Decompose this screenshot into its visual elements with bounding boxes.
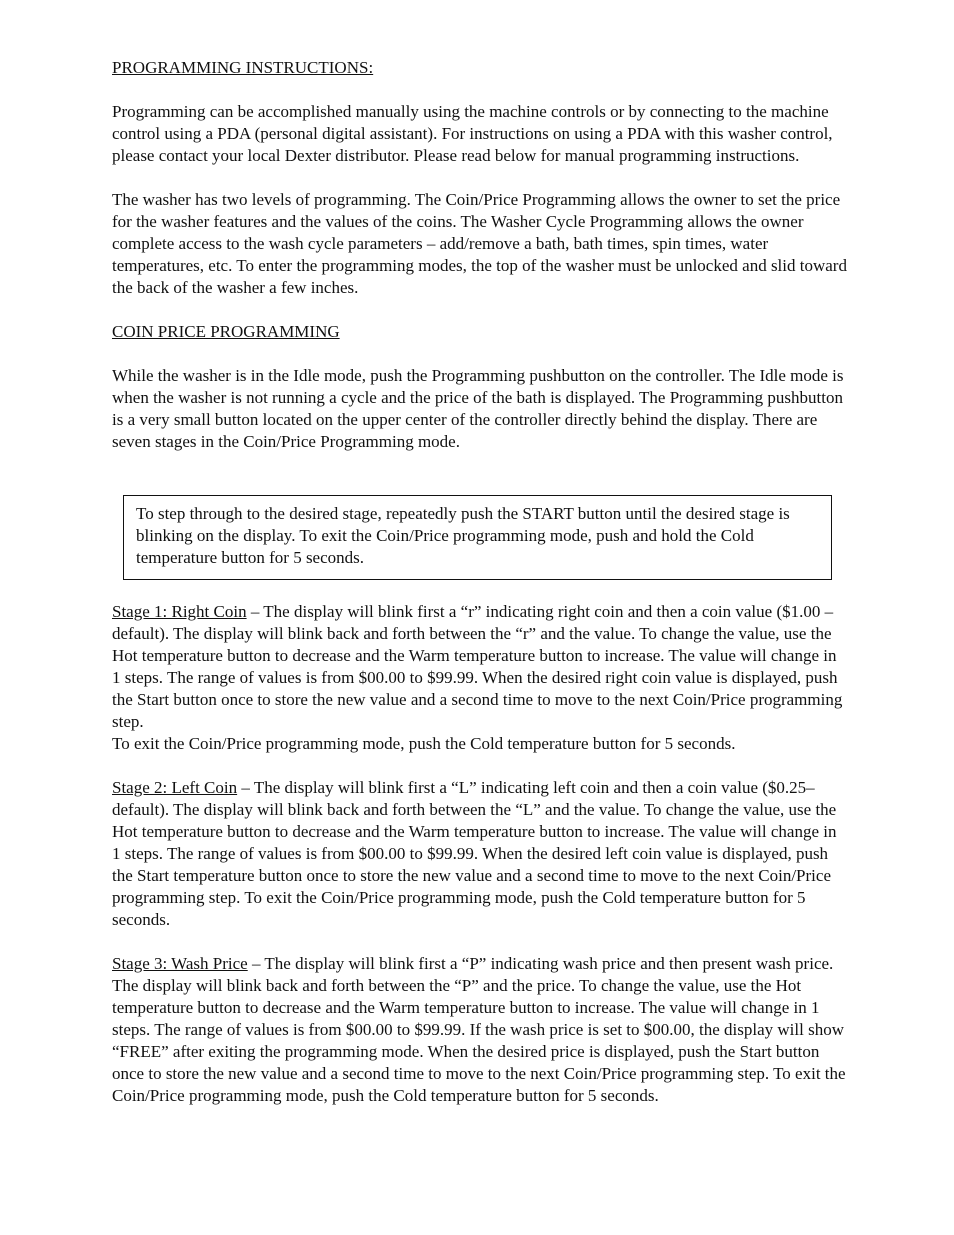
stage-1-title: Stage 1: Right Coin bbox=[112, 602, 247, 621]
stage-3-body: – The display will blink first a “P” indicating wash price and then present wash price. The display will blink back and forth between the “P” and the price. To change the value, use the Hot temperature button to decrease and the Warm temperature button to increase. The value will change in 1 steps. The range of values is from $00.00 to $99.99. If the wash price is set to $00.00, the display will show “FREE” after exiting the programming mode. When the desired price is displayed, push the Start button once to store the new value and a second time to move to the next Coin/Price programming step. To exit the Coin/Price programming mode, push the Cold temperature button for 5 seconds. bbox=[112, 954, 846, 1105]
stage-3-paragraph bbox=[112, 953, 847, 1107]
heading-programming-instructions: PROGRAMMING INSTRUCTIONS: bbox=[112, 58, 374, 77]
stage-2-paragraph bbox=[112, 777, 847, 931]
note-box-text: To step through to the desired stage, repeatedly push the START button until the desired stage is blinking on the display. To exit the Coin/Price programming mode, push and hold the Cold temperature button for 5 seconds. bbox=[136, 504, 790, 567]
stage-2-title: Stage 2: Left Coin bbox=[112, 778, 238, 797]
stage-1-paragraph bbox=[112, 601, 847, 755]
heading-coin-price-programming: COIN PRICE PROGRAMMING bbox=[112, 322, 340, 341]
document-page bbox=[112, 57, 847, 475]
stage-1-exit-note: To exit the Coin/Price programming mode, push the Cold temperature button for 5 seconds. bbox=[112, 734, 736, 753]
stage-1-body: – The display will blink first a “r” indicating right coin and then a coin value ($1.00 – default). The display will blink back and forth between the “r” and the value. To change the value, use the Hot temperature button to decrease and the Warm temperature button to increase. The value will change in 1 steps. The range of values is from $00.00 to $99.99. When the desired right coin value is displayed, push the Start button once to store the new value and a second time to move to the next Coin/Price programming step. bbox=[112, 602, 843, 731]
intro-paragraph-levels: The washer has two levels of programming. The Coin/Price Programming allows the owner to set the price for the washer features and the values of the coins. The Washer Cycle Programming allows the owner complete access to the wash cycle parameters – add/remove a bath, bath times, spin times, water temperatures, etc. To enter the programming modes, the top of the washer must be unlocked and slid toward the back of the washer a few inches. bbox=[112, 190, 847, 297]
note-box bbox=[123, 495, 832, 580]
stage-3-title: Stage 3: Wash Price bbox=[112, 954, 248, 973]
intro-paragraph-pda: Programming can be accomplished manually using the machine controls or by connecting to the machine control using a PDA (personal digital assistant). For instructions on using a PDA with this washer control, please contact your local Dexter distributor. Please read below for manual programming instructions. bbox=[112, 102, 833, 165]
stage-2-body: – The display will blink first a “L” indicating left coin and then a coin value ($0.25– default). The display will blink back and forth between the “L” and the value. To change the value, use the Hot temperature button to decrease and the Warm temperature button to increase. The value will change in 1 steps. The range of values is from $00.00 to $99.99. When the desired left coin value is displayed, push the Start temperature button once to store the new value and a second time to move to the next Coin/Price programming step. To exit the Coin/Price programming mode, push the Cold temperature button for 5 seconds. bbox=[112, 778, 837, 929]
coin-price-paragraph: While the washer is in the Idle mode, push the Programming pushbutton on the controller. The Idle mode is when the washer is not running a cycle and the price of the bath is displayed. The Programming pushbutton is a very small button located on the upper center of the controller directly behind the display. There are seven stages in the Coin/Price Programming mode. bbox=[112, 366, 844, 451]
stages-section bbox=[112, 601, 847, 1129]
